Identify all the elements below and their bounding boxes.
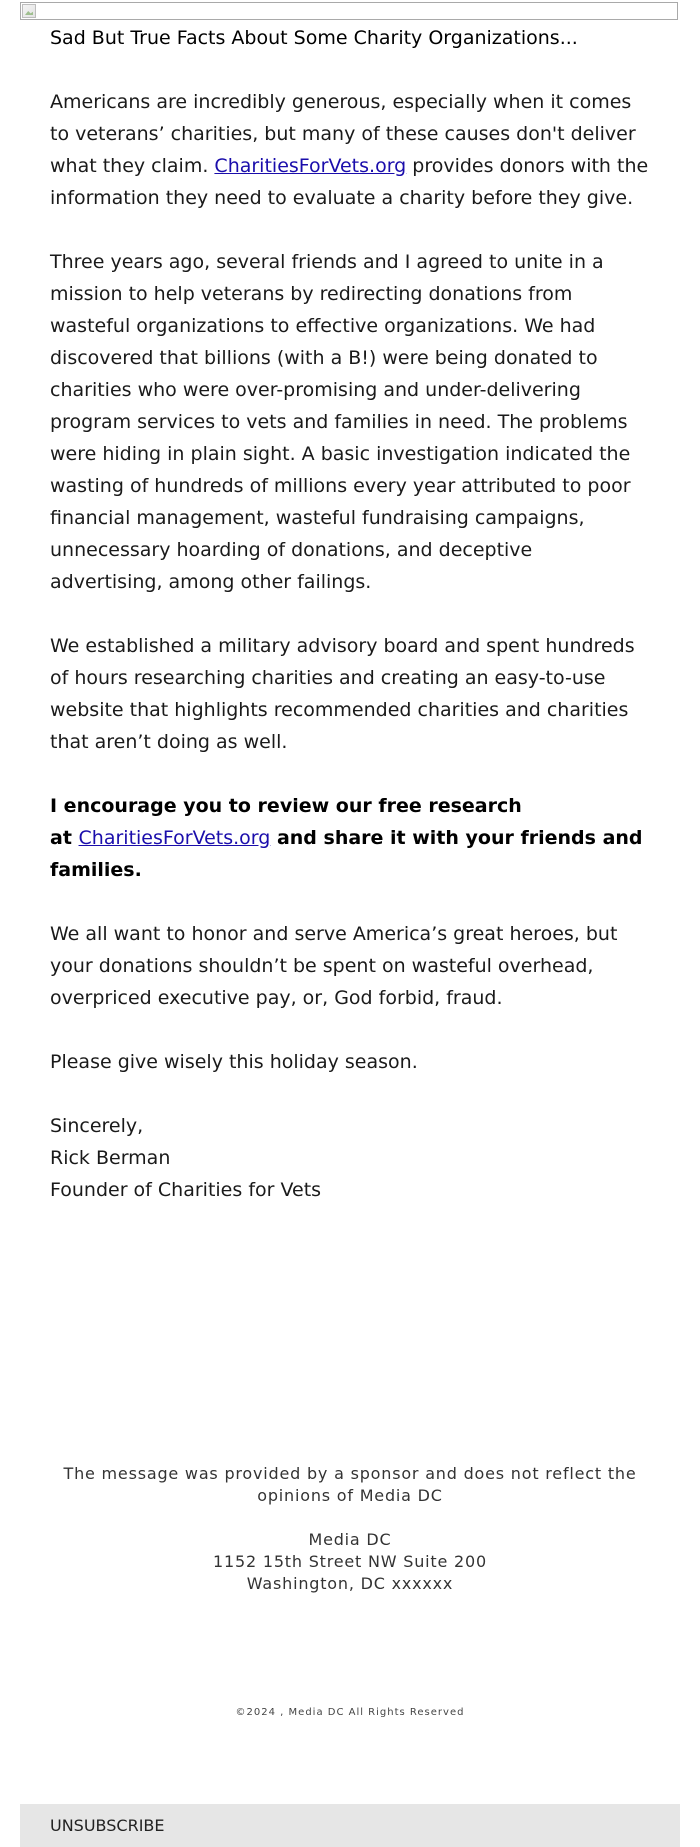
- letter-body: [50, 22, 650, 1206]
- paragraph-intro-text-before: Americans are incredibly generous, especially when it comes to veterans’ charities, but many of these causes don't deliver what they claim.: [50, 91, 636, 177]
- signature-title: Founder of Charities for Vets: [50, 1179, 322, 1201]
- email-footer: [50, 1463, 650, 1595]
- call-to-action-after: and share it with your friends and families.: [50, 827, 643, 881]
- signature-name: Rick Berman: [50, 1147, 171, 1169]
- paragraph-give-wisely: Please give wisely this holiday season.: [50, 1051, 418, 1073]
- postal-address: [50, 1529, 650, 1595]
- paragraph-mission: Three years ago, several friends and I agreed to unite in a mission to help veterans by redirecting donations from wasteful organizations to effective organizations. We had discovered that billions (with a B!) were being donated to charities who were over-promising and under-delivering program services to vets and families in need. The problems were hiding in plain sight. A basic investigation indicated the wasting of hundreds of millions every year attributed to poor financial management, wasteful fundraising campaigns, unnecessary hoarding of donations, and deceptive advertising, among other failings.: [50, 251, 631, 593]
- copyright-notice: ©2024 , Media DC All Rights Reserved: [235, 1707, 465, 1718]
- paragraph-intro: [50, 86, 650, 214]
- charities-for-vets-cta-link[interactable]: CharitiesForVets.org: [78, 827, 271, 849]
- address-street: 1152 15th Street NW Suite 200: [213, 1552, 487, 1571]
- unsubscribe-link[interactable]: UNSUBSCRIBE: [50, 1816, 165, 1835]
- header-banner-image: [20, 2, 678, 20]
- address-company: Media DC: [308, 1530, 392, 1549]
- sponsor-disclaimer: The message was provided by a sponsor and does not reflect the opinions of Media DC: [63, 1464, 637, 1505]
- paragraph-advisory-board: We established a military advisory board and spent hundreds of hours researching charities and creating an easy-to-use website that highlights recommended charities and charities that aren’t doing as well.: [50, 635, 635, 753]
- broken-image-icon: [22, 4, 36, 18]
- unsubscribe-bar: [20, 1804, 680, 1847]
- address-city: Washington, DC xxxxxx: [246, 1574, 454, 1593]
- paragraph-call-to-action: [50, 790, 650, 886]
- paragraph-intro-text-after: provides donors with the information they need to evaluate a charity before they give.: [50, 155, 649, 209]
- call-to-action-at: at: [50, 827, 79, 849]
- signature-closing: Sincerely,: [50, 1115, 144, 1137]
- letter-headline: Sad But True Facts About Some Charity Organizations...: [50, 27, 578, 49]
- signature-block: [50, 1110, 650, 1206]
- paragraph-honor-heroes: We all want to honor and serve America’s great heroes, but your donations shouldn’t be spent on wasteful overhead, overpriced executive pay, or, God forbid, fraud.: [50, 923, 618, 1009]
- charities-for-vets-link[interactable]: CharitiesForVets.org: [214, 155, 407, 177]
- call-to-action-line1: I encourage you to review our free research: [50, 795, 522, 817]
